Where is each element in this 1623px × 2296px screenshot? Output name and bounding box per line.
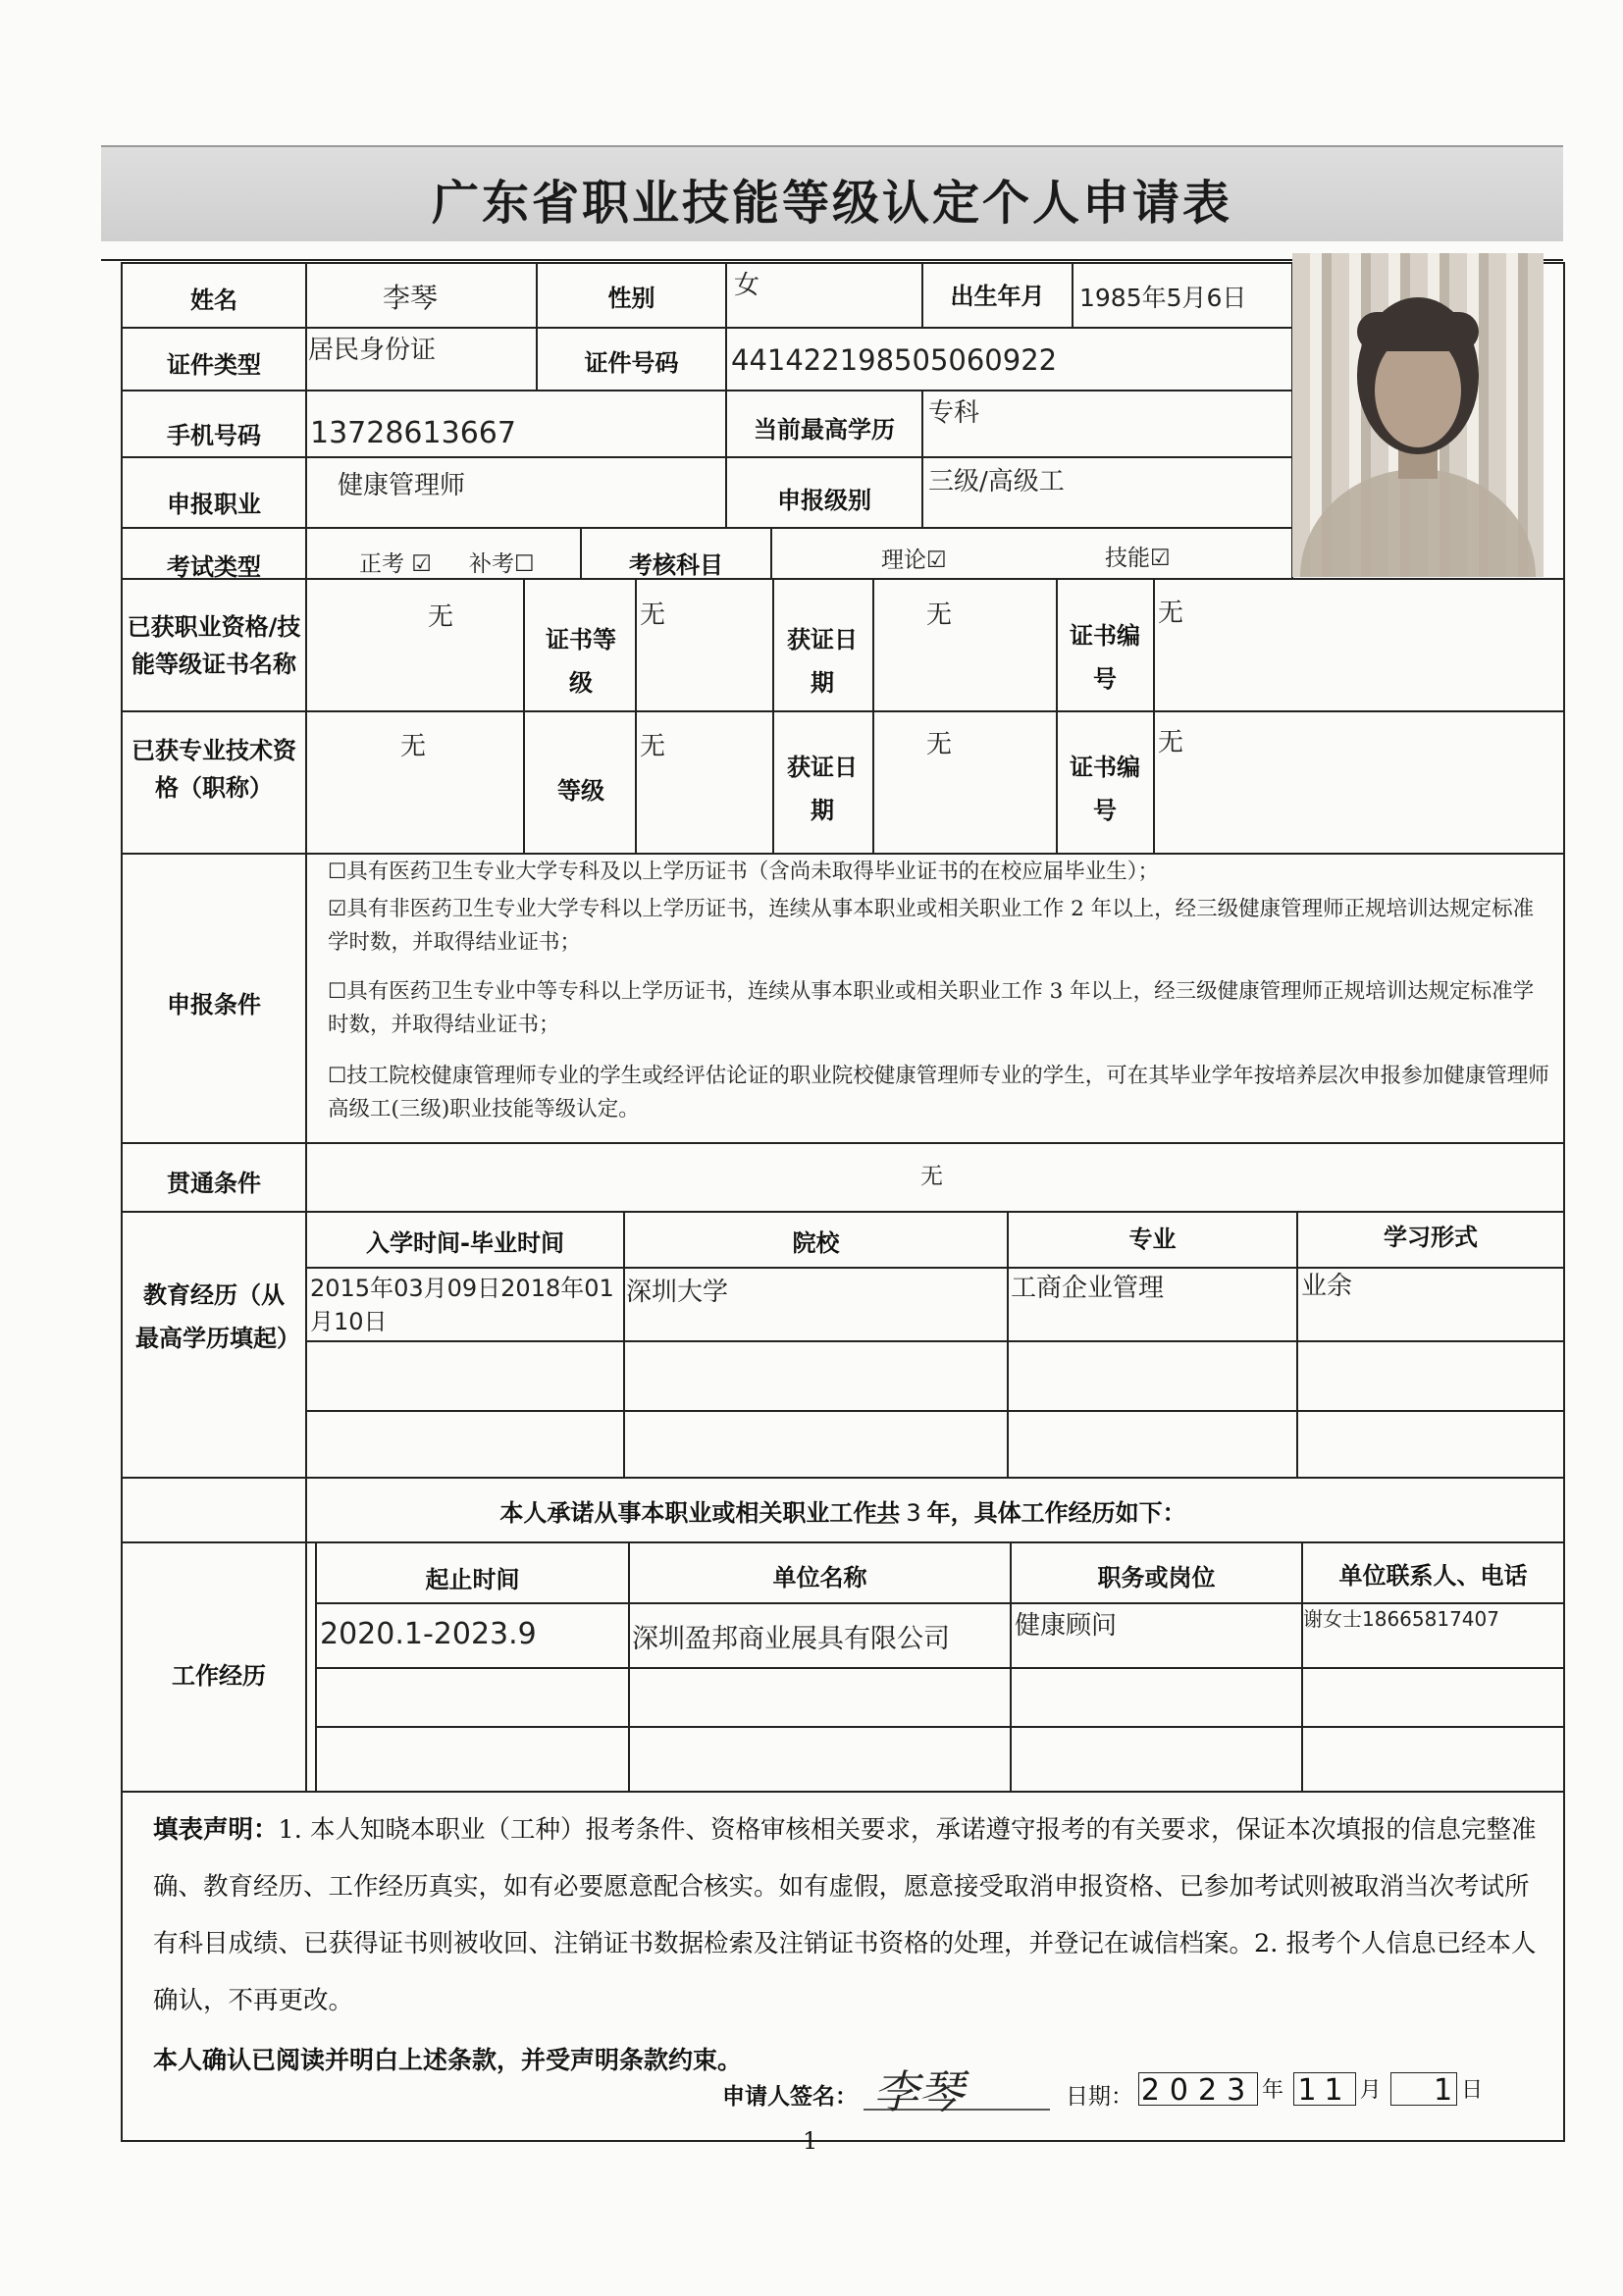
label-name: 姓名 <box>190 287 237 314</box>
applicant-signature: 李琴 <box>873 2065 964 2118</box>
date-month-box[interactable]: 11 <box>1293 2072 1356 2106</box>
label-conditions: 申报条件 <box>167 991 261 1018</box>
edu-header-school: 院校 <box>792 1229 840 1257</box>
edu-row-school: 深圳大学 <box>626 1278 729 1307</box>
edu-row-major: 工商企业管理 <box>1011 1274 1165 1303</box>
label-id-number: 证件号码 <box>584 349 679 377</box>
label-cert-level: 证书等级 <box>546 626 616 697</box>
label-level: 申报级别 <box>777 487 871 514</box>
label-tech-no: 证书编号 <box>1070 754 1140 824</box>
label-edu-history: 教育经历（从最高学历填起） <box>135 1281 300 1352</box>
month-unit: 月 <box>1359 2078 1382 2103</box>
date-year-box[interactable]: 2023 <box>1138 2072 1258 2106</box>
value-cert-no: 无 <box>1158 599 1184 628</box>
date-day-box[interactable]: 1 <box>1390 2072 1457 2106</box>
checkbox-theory[interactable]: 理论☑ <box>881 548 947 573</box>
label-obtain-date: 获证日期 <box>787 626 858 697</box>
work-header-contact: 单位联系人、电话 <box>1338 1562 1528 1590</box>
condition-3[interactable]: ☐具有医药卫生专业中等专科以上学历证书，连续从事本职业或相关职业工作 3 年以上，经三级健康管理师正规培训达规定标准学时数，并取得结业证书； <box>328 979 1535 1037</box>
label-cert-name: 已获职业资格/技能等级证书名称 <box>127 613 301 678</box>
work-row-company: 深圳盈邦商业展具有限公司 <box>632 1624 950 1654</box>
work-promise-years: 3 <box>906 1499 921 1527</box>
value-level: 三级/高级工 <box>928 467 1065 496</box>
condition-2[interactable]: ☑具有非医药卫生专业大学专科以上学历证书，连续从事本职业或相关职业工作 2 年以上，经三级健康管理师正规培训达规定标准学时数，并取得结业证书； <box>328 897 1535 955</box>
label-work-history: 工作经历 <box>172 1662 266 1690</box>
label-birth: 出生年月 <box>950 283 1045 310</box>
label-gender: 性别 <box>607 285 655 312</box>
label-cert-no: 证书编号 <box>1070 622 1140 693</box>
label-phone: 手机号码 <box>167 422 261 449</box>
checkbox-makeup-exam[interactable]: 补考☐ <box>469 551 535 577</box>
value-tech-date: 无 <box>926 730 953 759</box>
value-name: 李琴 <box>383 282 439 314</box>
work-promise-post: 年，具体工作经历如下： <box>926 1499 1186 1527</box>
checkbox-skill[interactable]: 技能☑ <box>1105 546 1171 571</box>
label-education: 当前最高学历 <box>754 416 895 444</box>
label-tech-name: 已获专业技术资格（职称） <box>131 737 296 802</box>
work-row-contact: 谢女士18665817407 <box>1303 1607 1499 1631</box>
edu-header-period: 入学时间-毕业时间 <box>366 1229 564 1257</box>
date-label: 日期： <box>1066 2084 1133 2110</box>
value-phone: 13728613667 <box>310 416 516 450</box>
label-through: 贯通条件 <box>167 1170 261 1197</box>
value-tech-level: 无 <box>640 732 666 761</box>
applicant-photo <box>1292 253 1544 577</box>
declaration-text <box>153 1801 1542 2029</box>
value-obtain-date: 无 <box>926 600 953 630</box>
declaration-heading: 填表声明： <box>153 1815 279 1845</box>
value-education: 专科 <box>928 398 980 428</box>
value-tech-no: 无 <box>1158 728 1184 757</box>
edu-row-period: 2015年03月09日2018年01月10日 <box>310 1275 614 1335</box>
condition-1[interactable]: ☐具有医药卫生专业大学专科及以上学历证书（含尚未取得毕业证书的在校应届毕业生）； <box>328 860 1160 884</box>
date-fields <box>1138 2070 1483 2106</box>
value-through: 无 <box>920 1164 943 1189</box>
portrait-figure <box>1292 253 1544 577</box>
condition-4[interactable]: ☐技工院校健康管理师专业的学生或经评估论证的职业院校健康管理师专业的学生，可在其毕业学年按培养层次申报参加健康管理师高级工(三级)职业技能等级认定。 <box>328 1064 1549 1122</box>
form-title: 广东省职业技能等级认定个人申请表 <box>431 176 1232 231</box>
value-tech-name: 无 <box>400 732 427 761</box>
signature-label: 申请人签名： <box>722 2084 858 2110</box>
edu-header-major: 专业 <box>1128 1226 1177 1253</box>
work-row-position: 健康顾问 <box>1015 1611 1118 1641</box>
value-id-type: 居民身份证 <box>308 336 437 365</box>
value-gender: 女 <box>734 271 760 300</box>
value-cert-name: 无 <box>428 602 454 632</box>
work-header-company: 单位名称 <box>772 1564 867 1592</box>
work-row-period: 2020.1-2023.9 <box>320 1617 537 1651</box>
value-cert-level: 无 <box>640 600 666 630</box>
declaration-confirm: 本人确认已阅读并明白上述条款，并受声明条款约束。 <box>153 2046 743 2074</box>
checkbox-regular-exam[interactable]: 正考 ☑ <box>359 551 432 577</box>
label-occupation: 申报职业 <box>167 491 261 518</box>
declaration-body: 1. 本人知晓本职业（工种）报考条件、资格审核相关要求，承诺遵守报考的有关要求，保证本次填报的信息完整准确、教育经历、工作经历真实，如有必要愿意配合核实。如有虚假，愿意接受取消申报资格、已参加考试则被取消当次考试所有科目成绩、已获得证书则被收回、注销证书数据检索及注销证书资格的处理，并登记在诚信档案。2. 报考个人信息已经本人确认，不再更改。 <box>153 1815 1537 2015</box>
value-occupation: 健康管理师 <box>338 471 466 500</box>
value-id-number: 441422198505060922 <box>731 343 1058 377</box>
edu-row-form: 业余 <box>1301 1272 1353 1301</box>
value-birth: 1985年5月6日 <box>1079 284 1247 312</box>
work-promise <box>122 1493 1564 1528</box>
work-header-period: 起止时间 <box>425 1566 520 1593</box>
label-exam-type: 考试类型 <box>167 553 261 581</box>
year-unit: 年 <box>1262 2078 1284 2103</box>
work-promise-pre: 本人承诺从事本职业或相关职业工作共 <box>499 1499 901 1527</box>
page-number: 1 <box>803 2127 818 2155</box>
label-tech-date: 获证日期 <box>787 754 858 824</box>
work-header-position: 职务或岗位 <box>1097 1564 1216 1592</box>
label-subjects: 考核科目 <box>629 551 723 579</box>
label-tech-level: 等级 <box>557 777 604 805</box>
day-unit: 日 <box>1461 2078 1484 2103</box>
edu-header-form: 学习形式 <box>1384 1224 1478 1251</box>
label-id-type: 证件类型 <box>167 351 261 379</box>
